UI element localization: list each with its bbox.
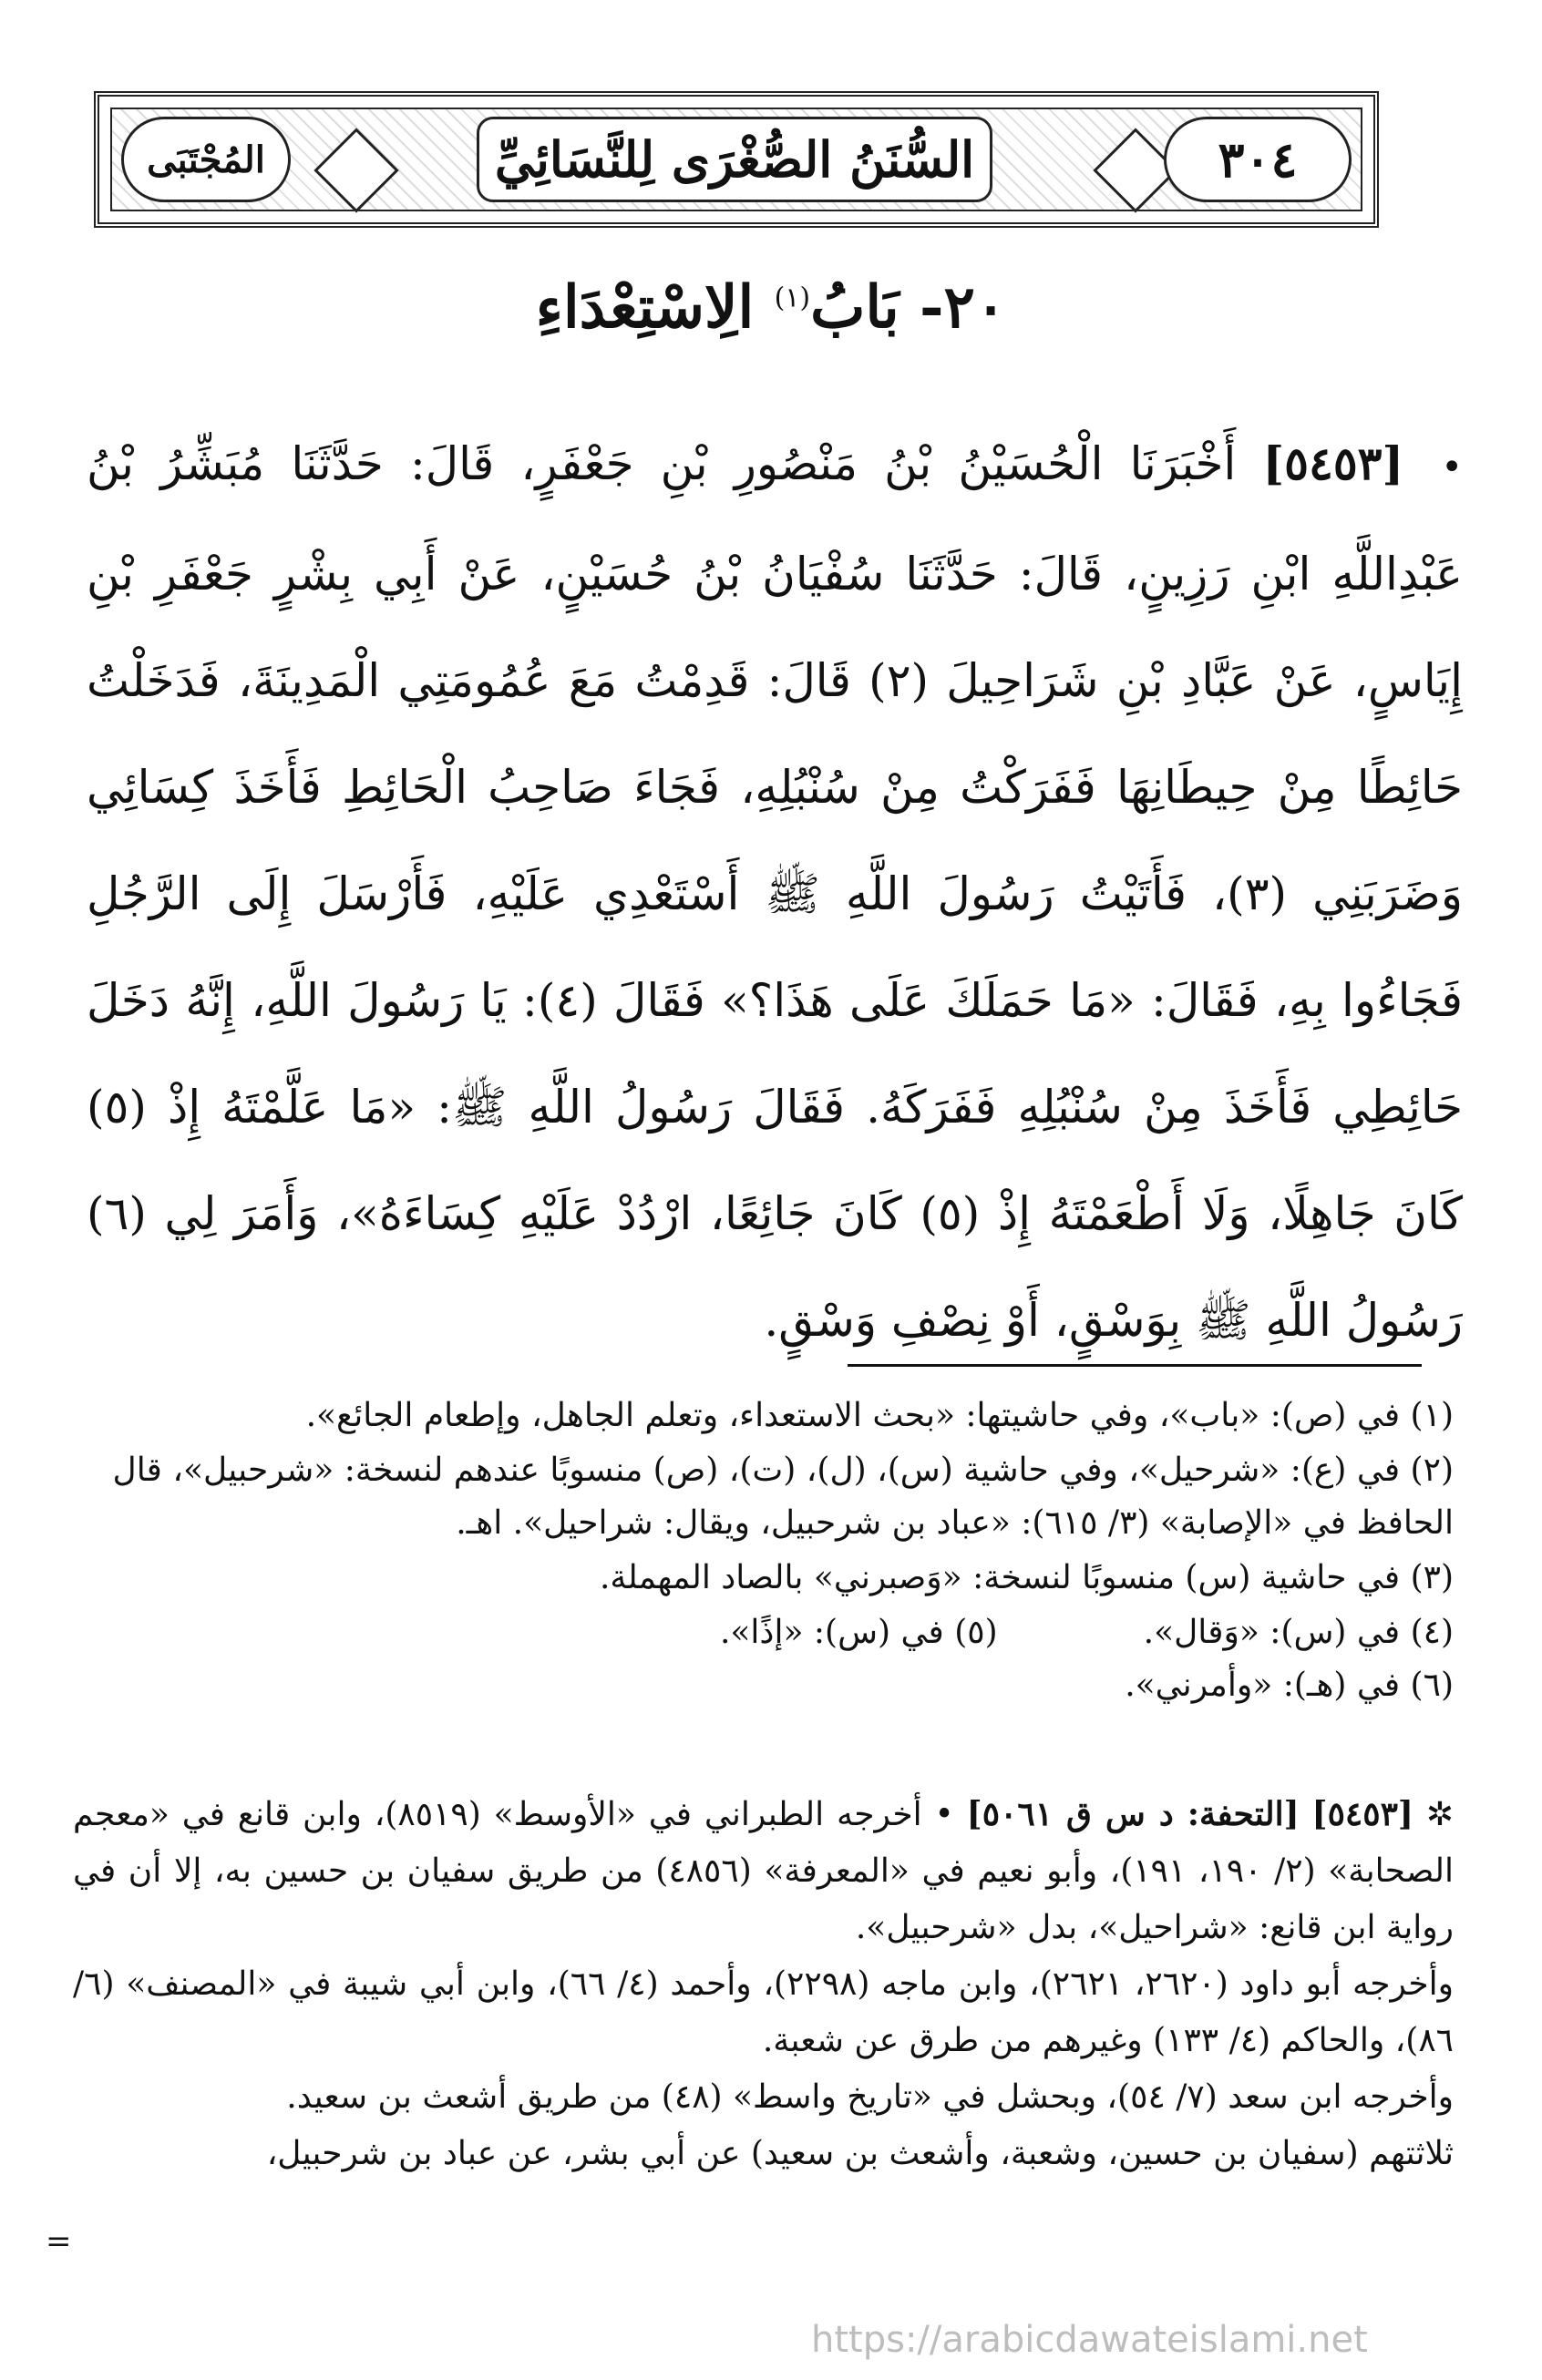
takhrij-paragraph: وأخرجه أبو داود (٢٦٢٠، ٢٦٢١)، وابن ماجه (٢٢٩٨)، وأحمد (٤/ ٦٦)، وابن أبي شيبة في «المصنف» (٦/ ٨٦)، والحاكم (٤/ ١٣٣) وغيرهم من طرق عن شعبة. <box>73 1965 1454 2059</box>
takhrij-text: • أخرجه الطبراني في «الأوسط» (٨٥١٩)، وابن قانع في «معجم الصحابة» (٢/ ١٩٠، ١٩١)، وأبو نعيم في «المعرفة» (٤٨٥٦) من طريق سفيان بن حسين به، إلا أن في رواية ابن قانع: «شراحيل»، بدل «شرحبيل». <box>73 1796 1454 1946</box>
chapter-title-rest: الِاسْتِعْدَاءِ <box>535 273 755 342</box>
footnotes <box>87 1390 1454 1714</box>
footnote-6: (٦) في (هـ): «وأمرني». <box>1125 1667 1454 1704</box>
header-emblem <box>121 117 291 202</box>
asterisk-icon: ✲ <box>1425 1796 1455 1833</box>
header-emblem-text: المُجْتَبَى <box>147 138 265 181</box>
takhrij-section <box>73 1786 1454 2182</box>
footnote-row <box>87 1606 1454 1659</box>
bullet-icon: • <box>1441 446 1463 488</box>
footnote-3: (٣) في حاشية (س) منسوبًا لنسخة: «وَصبرني» بالصاد المهملة. <box>599 1559 1454 1596</box>
footnote-2: (٢) في (ع): «شرحيل»، وفي حاشية (س)، (ل)، (ت)، (ص) منسوبًا عندهم لنسخة: «شرحبيل»، قال الحافظ في «الإصابة» (٣/ ٦١٥): «عباد بن شرحبيل، ويقال: شراحيل». اهـ. <box>112 1452 1454 1542</box>
footnote-marker: (١) <box>774 282 811 314</box>
page-header-frame <box>94 91 1379 228</box>
page-number-cartouche <box>1164 117 1352 202</box>
page-number: ٣٠٤ <box>1218 130 1298 189</box>
chapter-heading <box>91 273 1451 374</box>
hadith-reference-number: [٥٤٥٣] <box>1262 436 1404 490</box>
chapter-number: ٢٠- <box>919 273 1007 342</box>
hadith-text-block <box>87 410 1463 1374</box>
footnote-4: (٤) في (س): «وَقال». <box>1143 1614 1454 1651</box>
header-title-cartouche <box>477 117 992 202</box>
takhrij-reference: [٥٤٥٣] <box>1311 1795 1414 1833</box>
takhrij-paragraph: وأخرجه ابن سعد (٧/ ٥٤)، وبحشل في «تاريخ واسط» (٤٨) من طريق أشعث بن سعيد. <box>286 2078 1454 2116</box>
chapter-title: بَابُ <box>810 273 900 342</box>
takhrij-paragraph <box>73 1786 1454 1956</box>
header-ornament-band <box>110 108 1362 211</box>
takhrij-paragraph: ثلاثتهم (سفيان بن حسين، وشعبة، وأشعث بن سعيد) عن أبي بشر، عن عباد بن شرحبيل، <box>266 2135 1454 2172</box>
tuhfa-reference: [التحفة: د س ق ٥٠٦١] <box>966 1795 1300 1833</box>
footnote-5: (٥) في (س): «إذًا». <box>719 1614 998 1651</box>
footnote-1: (١) في (ص): «باب»، وفي حاشيتها: «بحث الاستعداء، وتعلم الجاهل، وإطعام الجائع». <box>305 1397 1454 1434</box>
book-title: السُّنَنُ الصُّغْرَى لِلنَّسَائِيِّ <box>494 130 975 189</box>
hadith-body: أَخْبَرَنَا الْحُسَيْنُ بْنُ مَنْصُورِ بْنِ جَعْفَرٍ، قَالَ: حَدَّثَنَا مُبَشِّرُ بْنُ عَبْدِاللَّهِ ابْنِ رَزِينٍ، قَالَ: حَدَّثَنَا سُفْيَانُ بْنُ حُسَيْنٍ، عَنْ أَبِي بِشْرٍ جَعْفَرِ بْنِ إِيَاسٍ، عَنْ عَبَّادِ بْنِ شَرَاحِيلَ (٢) قَالَ: قَدِمْتُ مَعَ عُمُومَتِي الْمَدِينَةَ، فَدَخَلْتُ حَائِطًا مِنْ حِيطَانِهَا فَفَرَكْتُ مِنْ سُنْبُلِهِ، فَجَاءَ صَاحِبُ الْحَائِطِ فَأَخَذَ كِسَائِي وَضَرَبَنِي (٣)، فَأَتَيْتُ رَسُولَ اللَّهِ ﷺ أَسْتَعْدِي عَلَيْهِ، فَأَرْسَلَ إِلَى الرَّجُلِ فَجَاءُوا بِهِ، فَقَالَ: «مَا حَمَلَكَ عَلَى هَذَا؟» فَقَالَ (٤): يَا رَسُولَ اللَّهِ، إِنَّهُ دَخَلَ حَائِطِي فَأَخَذَ مِنْ سُنْبُلِهِ فَفَرَكَهُ. فَقَالَ رَسُولُ اللَّهِ ﷺ: «مَا عَلَّمْتَهُ إِذْ (٥) كَانَ جَاهِلًا، وَلَا أَطْعَمْتَهُ إِذْ (٥) كَانَ جَائِعًا، ارْدُدْ عَلَيْهِ كِسَاءَهُ»، وَأَمَرَ لِي (٦) رَسُولُ اللَّهِ ﷺ بِوَسْقٍ، أَوْ نِصْفِ وَسْقٍ. <box>87 437 1464 1347</box>
continuation-mark: = <box>46 2223 72 2260</box>
diamond-ornament-icon <box>314 128 398 212</box>
footnote-separator <box>848 1364 1422 1367</box>
watermark-url: https://arabicdawateislami.net <box>811 2319 1368 2361</box>
